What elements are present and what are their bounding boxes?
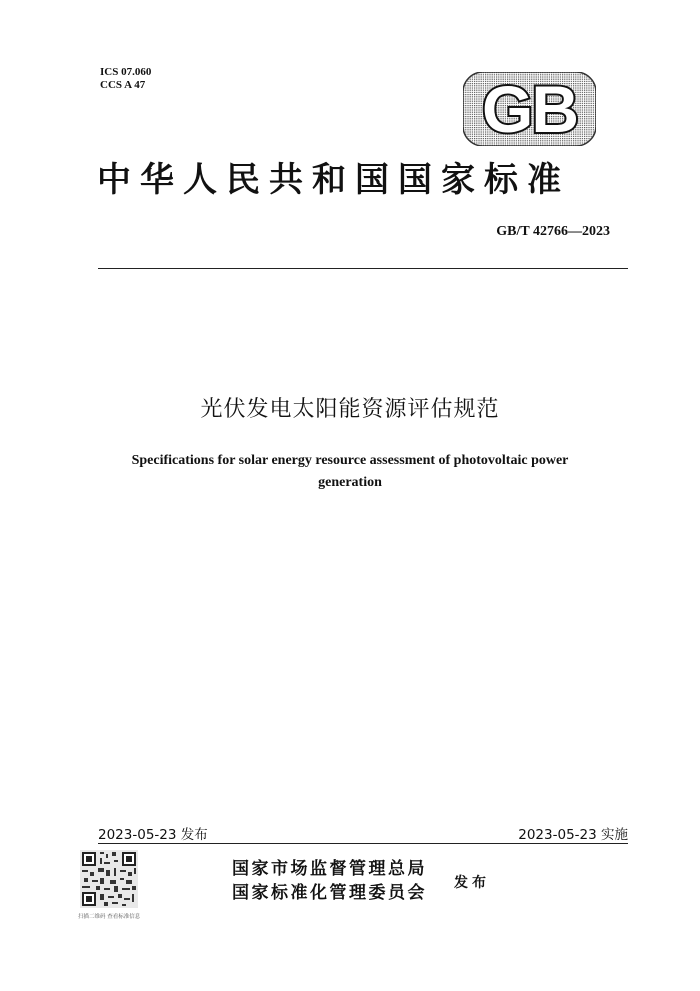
gb-logo: [463, 72, 596, 146]
document-title-en: Specifications for solar energy resource assessment of photovoltaic power generation: [131, 453, 569, 490]
header-divider: [98, 268, 628, 269]
national-standard-title: 中华人民共和国国家标准: [97, 160, 570, 200]
issue-label: 发布: [454, 875, 490, 891]
ics-code: ICS 07.060: [100, 66, 152, 78]
ccs-code: CCS A 47: [100, 79, 146, 91]
issuer-sac: 国家标准化管理委员会: [232, 883, 427, 903]
gb-logo-text: GB: [482, 72, 577, 146]
implementation-date: 2023-05-23 实施: [518, 827, 628, 843]
qr-caption: 扫描二维码 查看标准信息: [78, 914, 141, 920]
issuer-samr: 国家市场监督管理总局: [232, 859, 427, 879]
issue-date: 2023-05-23 发布: [98, 827, 208, 843]
classification-codes: [100, 66, 151, 92]
issuing-authorities: [232, 857, 427, 905]
document-title-zh: 光伏发电太阳能资源评估规范: [200, 397, 500, 422]
standard-number: GB/T 42766—2023: [496, 224, 610, 239]
qr-code-icon: [80, 850, 138, 908]
footer-divider: [98, 843, 628, 844]
